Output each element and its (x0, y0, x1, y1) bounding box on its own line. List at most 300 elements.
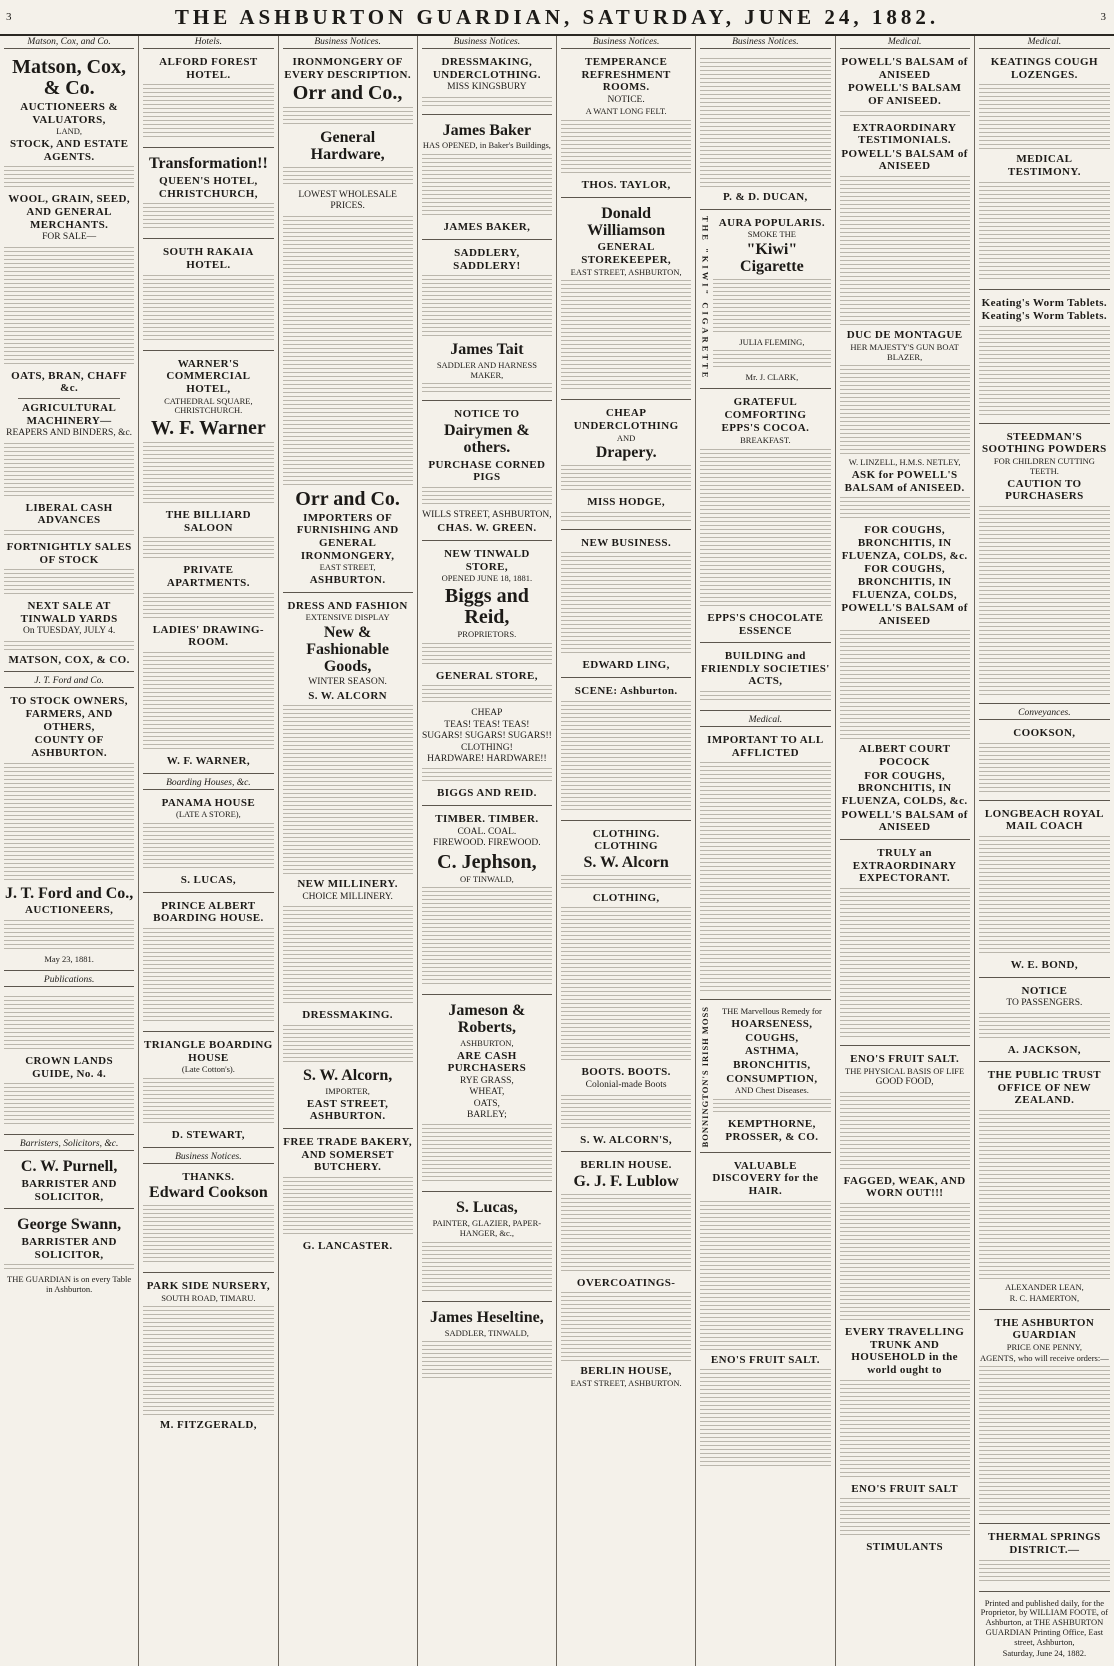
body-text-lines (143, 652, 273, 752)
temperance-rooms-ad (561, 52, 691, 198)
free-trade-bakery-ad (283, 1132, 413, 1258)
masthead (0, 0, 1114, 36)
ad-subhead: ENO'S FRUIT SALT (851, 1482, 958, 1495)
ad-title: Drapery. (595, 444, 657, 462)
ad-subhead: LONGBEACH ROYAL MAIL COACH (984, 807, 1104, 833)
saddlery-ad (422, 243, 552, 402)
body-text-lines (979, 743, 1110, 793)
ad-subhead: EPPS'S CHOCOLATE ESSENCE (707, 611, 824, 637)
ad-line: WINTER SEASON. (308, 677, 387, 688)
ad-subhead: HOARSENESS, (731, 1018, 813, 1031)
ad-line: WILLS STREET, ASHBURTON, (422, 510, 552, 520)
ad-line: COAL. COAL. (457, 826, 517, 837)
ad-subhead: CONSUMPTION, (726, 1072, 818, 1085)
body-text-lines (4, 247, 134, 367)
steedman-powders-ad (979, 427, 1110, 704)
ad-subhead: DRESS AND FASHION (287, 599, 408, 612)
ad-title: "Kiwi" Cigarette (740, 241, 804, 275)
ad-subhead: BUILDING and FRIENDLY SOCIETIES' ACTS, (701, 650, 830, 688)
ad-line: HER MAJESTY'S GUN BOAT BLAZER, (850, 341, 959, 362)
ad-line: A WANT LONG FELT. (585, 106, 667, 117)
ad-subhead: FORTNIGHTLY SALES OF STOCK (6, 540, 132, 566)
body-text-lines (422, 1124, 552, 1184)
keatings-lozenges-ad (979, 52, 1110, 290)
section-heading: Barristers, Solicitors, &c. (4, 1138, 134, 1151)
ad-title: General Hardware, (310, 129, 385, 164)
body-text-lines (700, 762, 830, 992)
warner-hotel-ad (143, 354, 273, 774)
powells-balsam-ad (840, 52, 970, 840)
ad-subhead: KEATINGS COUGH LOZENGES. (990, 56, 1098, 81)
ad-subhead: TEMPERANCE REFRESHMENT ROOMS. (581, 56, 671, 94)
body-text-lines (4, 763, 134, 883)
ad-subhead: WARNER'S COMMERCIAL HOTEL, (166, 357, 251, 395)
ad-line: SADDLER AND HARNESS MAKER, (436, 359, 537, 380)
passengers-notice-ad (979, 981, 1110, 1063)
ad-subhead: GRATEFUL COMFORTING (724, 396, 807, 421)
ad-subhead: FOR COUGHS, BRONCHITIS, IN FLUENZA, COLDS, (852, 563, 957, 601)
thermal-springs-ad (979, 1527, 1110, 1591)
ad-subhead: STIMULANTS (866, 1541, 943, 1554)
body-text-lines (422, 97, 552, 107)
ad-signature: S. W. ALCORN'S, (580, 1133, 673, 1146)
body-text-lines (143, 537, 273, 561)
ad-signature: BIGGS AND REID. (436, 787, 537, 800)
body-text-lines (840, 630, 970, 740)
ad-subhead: CAUTION TO PURCHASERS (1005, 477, 1084, 503)
alcorn-fashion-ad (283, 596, 413, 1129)
ad-subhead: SADDLERY, SADDLERY! (453, 246, 521, 272)
prince-albert-ad (143, 896, 273, 1032)
longbeach-coach-ad (979, 804, 1110, 978)
ad-line: EXTENSIVE DISPLAY (305, 612, 390, 623)
ad-subhead: OATS, BRAN, CHAFF &c. (11, 369, 128, 395)
ad-title: S. W. Alcorn (583, 854, 669, 872)
ad-subhead: ALFORD FOREST HOTEL. (159, 56, 258, 81)
column-3 (279, 36, 418, 1666)
ad-subhead: COUNTY OF ASHBURTON. (31, 734, 108, 760)
body-text-lines (561, 512, 691, 522)
ad-signature: S. LUCAS, (180, 873, 236, 886)
ad-subhead: AGRICULTURAL MACHINERY— (22, 401, 117, 427)
body-text-lines (422, 1242, 552, 1294)
body-text-lines (840, 1380, 970, 1480)
body-text-lines (561, 280, 691, 392)
building-societies-ad (700, 646, 830, 711)
ad-line: EAST STREET, (319, 562, 376, 573)
ad-subhead: NEW BUSINESS. (581, 536, 672, 549)
body-text-lines (840, 888, 970, 1038)
ad-subhead: NEXT SALE AT TINWALD YARDS (20, 600, 118, 625)
ad-subhead: QUEEN'S HOTEL, CHRISTCHURCH, (158, 175, 258, 200)
cookson-coach-ad (979, 723, 1110, 801)
body-text-lines (700, 1201, 830, 1351)
ad-subhead: FAGGED, WEAK, AND WORN OUT!!! (843, 1174, 966, 1200)
body-text-lines (840, 176, 970, 326)
alcorn-clothing-ad (561, 824, 691, 1152)
ad-line: GOOD FOOD, (875, 1077, 934, 1088)
body-text-lines (561, 465, 691, 493)
section-heading: Publications. (4, 974, 134, 987)
ad-subhead: THE BILLIARD SALOON (165, 509, 251, 534)
ad-title: Matson, Cox, & Co. (12, 56, 127, 99)
alford-forest-hotel-ad (143, 52, 273, 148)
ad-subhead: Keating's Worm Tablets. (981, 310, 1108, 323)
body-text-lines (422, 383, 552, 393)
ad-line: EAST STREET, ASHBURTON, (570, 266, 682, 277)
ad-title: Jameson & Roberts, (448, 1002, 526, 1037)
page-number-right: 3 (1100, 11, 1106, 23)
ad-line: TO PASSENGERS. (1006, 998, 1083, 1009)
ad-title: James Baker (442, 121, 532, 139)
ad-title: J. T. Ford and Co., (4, 884, 134, 902)
body-text-lines (4, 569, 134, 597)
new-business-ad (561, 533, 691, 678)
ad-subhead: AURA POPULARIS. (718, 216, 825, 229)
ad-subhead: THE ASHBURTON GUARDIAN (994, 1316, 1095, 1342)
body-text-lines (979, 1366, 1110, 1516)
ad-signature: G. LANCASTER. (302, 1239, 393, 1252)
ad-subhead: BERLIN HOUSE. (580, 1159, 672, 1172)
ad-subhead: LAND, (56, 126, 82, 137)
ad-line: TEAS! TEAS! TEAS! (444, 719, 530, 730)
ad-subhead: BRONCHITIS, (733, 1059, 811, 1072)
hodge-drapery-ad (561, 403, 691, 529)
footer-note: THE GUARDIAN is on every Table in Ashburton. (7, 1274, 132, 1295)
body-text-lines (840, 365, 970, 455)
ad-subhead: PURCHASE CORNED PIGS (428, 458, 546, 484)
ad-line: AND (616, 432, 636, 443)
eno-fruit-salt-ad (840, 1049, 970, 1559)
ad-title: Biggs and Reid, (444, 585, 529, 629)
column-heading: Hotels. (143, 36, 273, 49)
ad-subhead: THANKS. (182, 1170, 235, 1183)
ad-subhead: DRESSMAKING. (302, 1009, 393, 1022)
epps-cocoa-ad (700, 392, 830, 643)
ad-subhead: STEEDMAN'S SOOTHING POWDERS (982, 430, 1107, 456)
body-text-lines (713, 350, 830, 370)
ad-title: Orr and Co., (292, 82, 403, 105)
ad-line: PAINTER, GLAZIER, PAPER-HANGER, &c., (432, 1218, 542, 1239)
ad-line: CATHEDRAL SQUARE, CHRISTCHURCH. (164, 395, 253, 416)
body-text-lines (283, 906, 413, 1006)
ad-signature: THOS. TAYLOR, (581, 179, 671, 192)
body-text-lines (143, 593, 273, 621)
ad-line: THE Marvellous Remedy for (721, 1006, 822, 1017)
public-trust-ad (979, 1065, 1110, 1309)
ad-subhead: TRIANGLE BOARDING HOUSE (144, 1038, 273, 1064)
section-heading: Boarding Houses, &c. (143, 777, 273, 790)
column-heading: Business Notices. (561, 36, 691, 49)
body-text-lines (283, 167, 413, 187)
body-text-lines (4, 443, 134, 499)
ad-line: BREAKFAST. (740, 435, 791, 446)
ad-subhead: FOR COUGHS, BRONCHITIS, IN FLUENZA, COLDS, &c. (841, 769, 968, 808)
ad-line: EAST STREET, ASHBURTON. (570, 1377, 682, 1388)
ad-signature: CHAS. W. GREEN. (437, 522, 537, 535)
ad-title: James Heseltine, (430, 1308, 544, 1326)
ad-subhead: FOR COUGHS, BRONCHITIS, IN FLUENZA, COLDS, &c. (841, 524, 968, 562)
body-text-lines (143, 203, 273, 231)
ad-title: New & Fashionable Goods, (306, 624, 389, 675)
ad-subhead: AUCTIONEERS, (25, 904, 114, 917)
body-text-lines (283, 216, 413, 486)
column-heading: Matson, Cox, and Co. (4, 36, 134, 49)
ad-subhead: BARRISTER AND SOLICITOR, (21, 1177, 117, 1203)
column-6 (696, 36, 835, 1666)
ad-subhead: ASTHMA, (744, 1045, 799, 1058)
ad-line: (LATE A STORE), (175, 809, 241, 820)
section-heading: Medical. (700, 714, 830, 727)
ad-title: Orr and Co. (295, 487, 400, 510)
ad-subhead: CROWN LANDS GUIDE, No. 4. (25, 1054, 114, 1080)
ad-side-text: THE "KIWI" CIGARETTE (700, 215, 711, 381)
ad-title: Edward Cookson (149, 1184, 268, 1202)
ad-subhead: POWELL'S BALSAM OF ANISEED. (847, 82, 962, 107)
ad-date: May 23, 1881. (44, 954, 94, 965)
ad-subhead: PANAMA HOUSE (161, 796, 256, 809)
ad-subhead: COUGHS, (745, 1031, 799, 1044)
berlin-house-ad (561, 1155, 691, 1393)
ad-line: SUGARS! SUGARS! SUGARS!! (421, 731, 552, 742)
body-text-lines (4, 920, 134, 952)
ad-subhead: NOTICE TO (454, 408, 520, 421)
kingsbury-ad (422, 52, 552, 115)
matson-cox-ad (4, 52, 134, 672)
ad-subhead: PRIVATE APARTMENTS. (166, 564, 250, 590)
body-text-lines (4, 166, 134, 190)
expectorant-ad (840, 843, 970, 1046)
body-text-lines (143, 275, 273, 343)
park-side-nursery-ad (143, 1276, 273, 1437)
body-text-lines (422, 1341, 552, 1381)
cookson-ad (143, 1167, 273, 1273)
south-rakaia-hotel-ad (143, 242, 273, 350)
ad-subhead: EAST STREET, ASHBURTON. (306, 1097, 389, 1123)
imprint-date: Saturday, June 24, 1882. (1002, 1647, 1087, 1658)
body-text-lines (979, 1560, 1110, 1584)
body-text-lines (979, 1013, 1110, 1041)
ad-signature: EDWARD LING, (582, 659, 670, 672)
body-text-lines (4, 641, 134, 651)
orr-hardware-ad (283, 52, 413, 593)
ad-subhead: Keating's Worm Tablets. (981, 296, 1108, 309)
body-text-lines (4, 1083, 134, 1127)
ford-ad (4, 691, 134, 970)
ad-signature: M. FITZGERALD, (159, 1419, 257, 1432)
ad-subhead: PARK SIDE NURSERY, (146, 1280, 270, 1293)
body-text-lines (713, 1099, 830, 1115)
body-text-lines (979, 326, 1110, 416)
column-5 (557, 36, 696, 1666)
james-baker-ad (422, 118, 552, 240)
ad-line: BARLEY; (466, 1110, 507, 1121)
ad-subhead: ASK for POWELL'S BALSAM of ANISEED. (844, 469, 965, 494)
body-text-lines (979, 836, 1110, 956)
ad-subhead: POWELL'S BALSAM of ANISEED (841, 808, 968, 834)
column-2 (139, 36, 278, 1666)
ad-subhead: EVERY TRAVELLING TRUNK AND HOUSEHOLD in the world ought to (845, 1325, 965, 1376)
ad-subhead: BARRISTER AND SOLICITOR, (21, 1236, 117, 1261)
hair-discovery-ad (700, 1156, 830, 1477)
body-text-lines (561, 1194, 691, 1274)
body-text-lines (700, 449, 830, 609)
body-text-lines (840, 111, 970, 119)
body-text-lines (422, 487, 552, 507)
ad-signature: MATSON, COX, & CO. (8, 653, 130, 666)
ad-subhead: SOUTH RAKAIA HOTEL. (163, 246, 254, 271)
heseltine-ad (422, 1305, 552, 1389)
body-text-lines (561, 875, 691, 889)
purnell-ad (4, 1154, 134, 1209)
ad-subhead: STOCK, AND ESTATE AGENTS. (9, 138, 129, 163)
ad-subhead: DRESSMAKING, UNDERCLOTHING. (432, 56, 541, 81)
body-text-lines (561, 1095, 691, 1131)
ad-subhead: POWELL'S BALSAM of ANISEED (841, 147, 968, 173)
body-text-lines (422, 275, 552, 339)
biggs-reid-ad (422, 544, 552, 806)
body-text-lines (840, 497, 970, 521)
body-text-lines (700, 1369, 830, 1469)
body-text-lines (283, 107, 413, 127)
ad-subhead: OVERCOATINGS- (576, 1276, 676, 1289)
section-heading: Business Notices. (143, 1151, 273, 1164)
ad-subhead: POWELL'S BALSAM of ANISEED (841, 602, 968, 627)
ad-title: C. W. Purnell, (20, 1158, 118, 1176)
ad-line: CHOICE MILLINERY. (302, 892, 393, 903)
body-text-lines (422, 154, 552, 218)
ad-line: IMPORTER, (325, 1085, 370, 1096)
column-heading: Business Notices. (700, 36, 830, 49)
ad-subhead: THERMAL SPRINGS DISTRICT.— (988, 1531, 1101, 1557)
ad-subhead: COOKSON, (1013, 726, 1076, 739)
donald-williamson-ad (561, 201, 691, 401)
ad-title: C. Jephson, (437, 850, 537, 873)
body-text-lines (840, 1092, 970, 1172)
ad-line: WHEAT, (469, 1087, 505, 1098)
body-text-lines (283, 1025, 413, 1065)
ad-subhead: TRULY an EXTRAORDINARY EXPECTORANT. (852, 846, 957, 885)
ad-line: NOTICE. (607, 94, 645, 105)
swann-ad (4, 1212, 134, 1300)
ad-subhead: NEW MILLINERY. (297, 878, 398, 891)
ad-line: JULIA FLEMING, (739, 336, 805, 347)
ad-subhead: MEDICAL TESTIMONY. (1007, 153, 1081, 178)
body-text-lines (4, 530, 134, 538)
page-number-left: 3 (6, 11, 12, 23)
body-text-lines (561, 120, 691, 176)
body-text-lines (422, 768, 552, 784)
body-text-lines (143, 442, 273, 506)
ad-subhead: AUCTIONEERS & VALUATORS, (20, 101, 119, 126)
ad-subhead: ASHBURTON. (309, 573, 386, 586)
body-text-lines (143, 928, 273, 1024)
ad-subhead: GENERAL STORE, (435, 669, 538, 682)
body-text-lines (283, 1177, 413, 1237)
body-text-lines (561, 701, 691, 813)
ad-line: CHEAP (471, 708, 503, 719)
divider (18, 398, 120, 399)
body-text-lines (283, 705, 413, 875)
jephson-timber-ad (422, 809, 552, 995)
section-heading: J. T. Ford and Co. (4, 675, 134, 688)
ad-subhead: FREE TRADE BAKERY, AND SOMERSET BUTCHERY. (283, 1135, 412, 1174)
ad-line: OF TINWALD, (460, 873, 514, 884)
ad-subhead: IMPORTANT TO ALL AFFLICTED (707, 734, 824, 759)
imprint-text: Printed and published daily, for the Proprietor, by WILLIAM FOOTE, of Ashburton, at THE ASHBURTON GUARDIAN Printing Office, East street, Ashburton, (980, 1597, 1109, 1647)
imprint (979, 1595, 1110, 1664)
transformation-ad (143, 151, 273, 239)
ad-subhead: NEW TINWALD STORE, (444, 548, 530, 573)
body-text-lines (143, 1078, 273, 1126)
ad-line: FOR CHILDREN CUTTING TEETH. (993, 456, 1095, 476)
ad-line: ASHBURTON, (460, 1037, 514, 1048)
guardian-agents-ad (979, 1313, 1110, 1525)
ad-subhead: CLOTHING, (592, 891, 660, 904)
body-text-lines (422, 643, 552, 667)
ad-line: On TUESDAY, JULY 4. (23, 626, 116, 637)
body-text-lines (561, 1292, 691, 1362)
ad-subhead: IMPORTERS OF FURNISHING AND GENERAL IRONMONGERY, (296, 511, 399, 562)
keatings-worm-ad (979, 293, 1110, 424)
ad-subhead: VALUABLE DISCOVERY for the HAIR. (712, 1159, 819, 1198)
ad-subhead: PRINCE ALBERT BOARDING HOUSE. (153, 899, 264, 925)
ad-signature: P. & D. DUCAN, (723, 191, 808, 203)
ad-line: THE PHYSICAL BASIS OF LIFE (845, 1065, 965, 1076)
body-text-lines (979, 182, 1110, 282)
body-text-lines (840, 1498, 970, 1538)
ad-title: S. W. Alcorn, (302, 1067, 393, 1085)
ad-subhead: ALBERT COURT POCOCK (858, 743, 951, 769)
ad-line: MISS KINGSBURY (447, 82, 527, 93)
ad-subhead: SCENE: Ashburton. (574, 685, 678, 698)
column-4 (418, 36, 557, 1666)
ad-subhead: BOOTS. BOOTS. (581, 1066, 671, 1079)
ad-line: (Late Cotton's). (181, 1064, 235, 1075)
ad-signature: W. E. BOND, (1010, 958, 1078, 971)
ad-line: OATS, (473, 1098, 500, 1109)
column-heading: Medical. (979, 36, 1110, 49)
body-text-lines (143, 1306, 273, 1416)
body-text-lines (143, 823, 273, 871)
body-text-lines (840, 1203, 970, 1323)
ad-line: HAS OPENED, in Baker's Buildings, (422, 140, 551, 151)
ad-signature: W. F. WARNER, (166, 754, 251, 767)
ad-line: Colonial-made Boots (585, 1080, 667, 1091)
body-text-lines (979, 84, 1110, 150)
ad-signature: DUC DE MONTAGUE (846, 329, 963, 342)
body-text-lines (4, 996, 134, 1052)
ad-subhead: EPPS'S COCOA. (721, 422, 810, 435)
body-text-lines (422, 685, 552, 705)
ad-line: PRICE ONE PENNY, (1006, 1341, 1082, 1352)
column-1 (0, 36, 139, 1666)
ad-subhead: IRONMONGERY OF EVERY DESCRIPTION. (284, 56, 412, 81)
ad-signature: W. LINZELL, H.M.S. NETLEY, (848, 457, 961, 468)
body-text-lines (561, 907, 691, 1063)
irish-moss-ad (700, 1003, 830, 1152)
ad-subhead: TO STOCK OWNERS, FARMERS, AND OTHERS, (10, 695, 128, 733)
afflicted-notice-ad (700, 730, 830, 1000)
ad-signature: BERLIN HOUSE, (580, 1365, 672, 1378)
ad-line: RYE GRASS, (459, 1075, 514, 1086)
ad-subhead: NOTICE (1021, 984, 1068, 997)
ad-title: G. J. F. Lublow (573, 1172, 679, 1190)
ad-line: PROPRIETORS. (457, 629, 517, 640)
ad-signature: Mr. J. CLARK, (745, 372, 799, 383)
ad-subhead: S. W. ALCORN (308, 689, 388, 702)
body-text-lines (422, 887, 552, 987)
